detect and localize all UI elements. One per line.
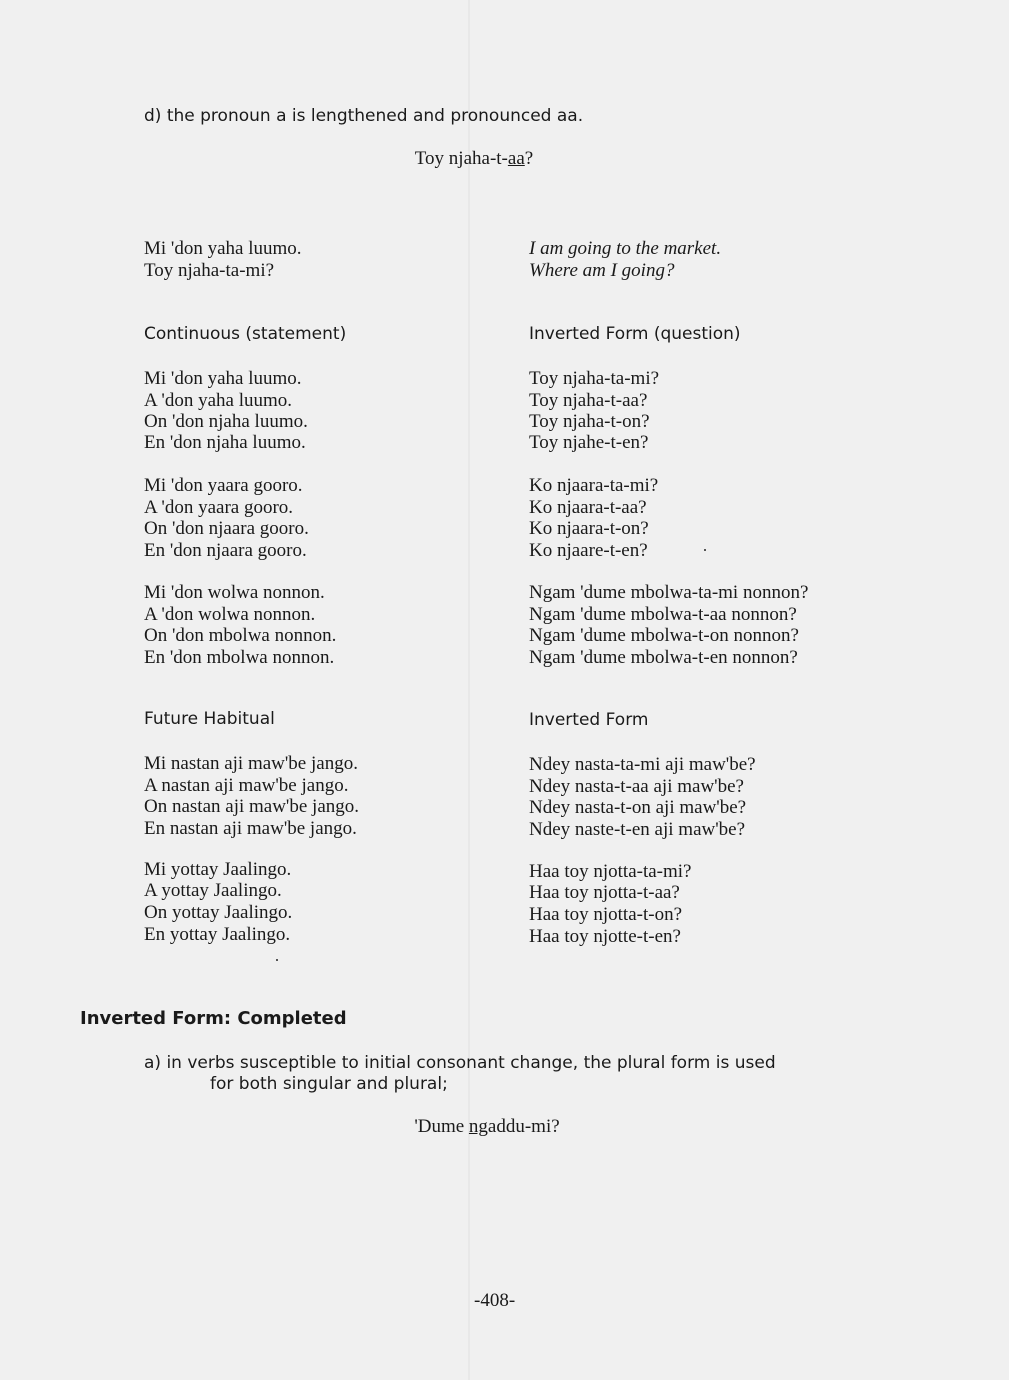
intro-left-line: Mi 'don yaha luumo. [144,238,302,259]
question-line: Ngam 'dume mbolwa-t-on nonnon? [529,625,799,646]
section-heading: Inverted Form: Completed [80,1008,347,1029]
example-a [0,1116,974,1138]
statement-line: Mi yottay Jaalingo. [144,859,292,880]
question-line: Ko njaara-ta-mi? [529,475,659,496]
statement-line: A nastan aji maw'be jango. [144,775,349,796]
statement-line: Mi 'don wolwa nonnon. [144,582,325,603]
example-a-post: addu-mi? [487,1116,560,1137]
question-line: Toy njaha-ta-mi? [529,368,660,389]
intro-right-line: I am going to the market. [529,238,722,259]
question-line: Haa toy njotta-ta-mi? [529,861,692,882]
question-line: Ko njaara-t-on? [529,518,649,539]
question-line: Ngam 'dume mbolwa-t-aa nonnon? [529,604,797,625]
future-habitual-heading: Future Habitual [144,709,275,729]
example-d [0,148,948,170]
statement-line: En 'don njaha luumo. [144,432,306,453]
example-d-pre: Toy njaha-t- [414,148,508,169]
intro-left-line: Toy njaha-ta-mi? [144,260,275,281]
question-line: Toy njaha-t-aa? [529,390,648,411]
inverted-question-heading: Inverted Form (question) [529,324,741,344]
statement-line: On yottay Jaalingo. [144,902,293,923]
example-a-pre: 'Dume [414,1116,469,1137]
statement-line: A 'don yaha luumo. [144,390,293,411]
question-line: Toy njahe-t-en? [529,432,649,453]
statement-line: En yottay Jaalingo. [144,924,291,945]
question-line: Toy njaha-t-on? [529,411,650,432]
statement-line: On 'don mbolwa nonnon. [144,625,337,646]
question-line: Ngam 'dume mbolwa-ta-mi nonnon? [529,582,809,603]
statement-line: En 'don njaara gooro. [144,540,307,561]
example-d-post: ? [524,148,534,169]
statement-line: En nastan aji maw'be jango. [144,818,357,839]
statement-line: Mi nastan aji maw'be jango. [144,753,358,774]
question-line: Ndey nasta-ta-mi aji maw'be? [529,754,756,775]
question-line: Ndey nasta-t-aa aji maw'be? [529,776,744,797]
statement-line: On 'don njaha luumo. [144,411,308,432]
statement-line: On 'don njaara gooro. [144,518,309,539]
note-a-line1: a) in verbs susceptible to initial consonant change, the plural form is used [144,1053,776,1073]
question-line: Haa toy njotta-t-on? [529,904,683,925]
note-a-line2: for both singular and plural; [210,1074,448,1094]
question-line: Haa toy njotta-t-aa? [529,882,680,903]
page-number: -408- [474,1290,516,1311]
statement-line: On nastan aji maw'be jango. [144,796,360,817]
statement-line: A 'don yaara gooro. [144,497,294,518]
continuous-heading: Continuous (statement) [144,324,347,344]
question-line: Ko njaare-t-en? [529,540,648,561]
intro-right-line: Where am I going? [529,260,675,281]
statement-line: A 'don wolwa nonnon. [144,604,316,625]
question-line: Ndey nasta-t-on aji maw'be? [529,797,747,818]
speck [276,959,278,961]
page-crease [468,0,470,1380]
inverted-form-heading: Inverted Form [529,710,649,730]
question-line: Ngam 'dume mbolwa-t-en nonnon? [529,647,798,668]
question-line: Haa toy njotte-t-en? [529,926,681,947]
speck [704,549,706,551]
note-d: d) the pronoun a is lengthened and pronounced aa. [144,106,584,126]
statement-line: Mi 'don yaara gooro. [144,475,303,496]
question-line: Ko njaara-t-aa? [529,497,647,518]
example-a-underlined: ng [468,1116,488,1137]
statement-line: Mi 'don yaha luumo. [144,368,302,389]
statement-line: En 'don mbolwa nonnon. [144,647,335,668]
question-line: Ndey naste-t-en aji maw'be? [529,819,746,840]
example-d-underlined: aa [507,148,525,169]
statement-line: A yottay Jaalingo. [144,880,282,901]
